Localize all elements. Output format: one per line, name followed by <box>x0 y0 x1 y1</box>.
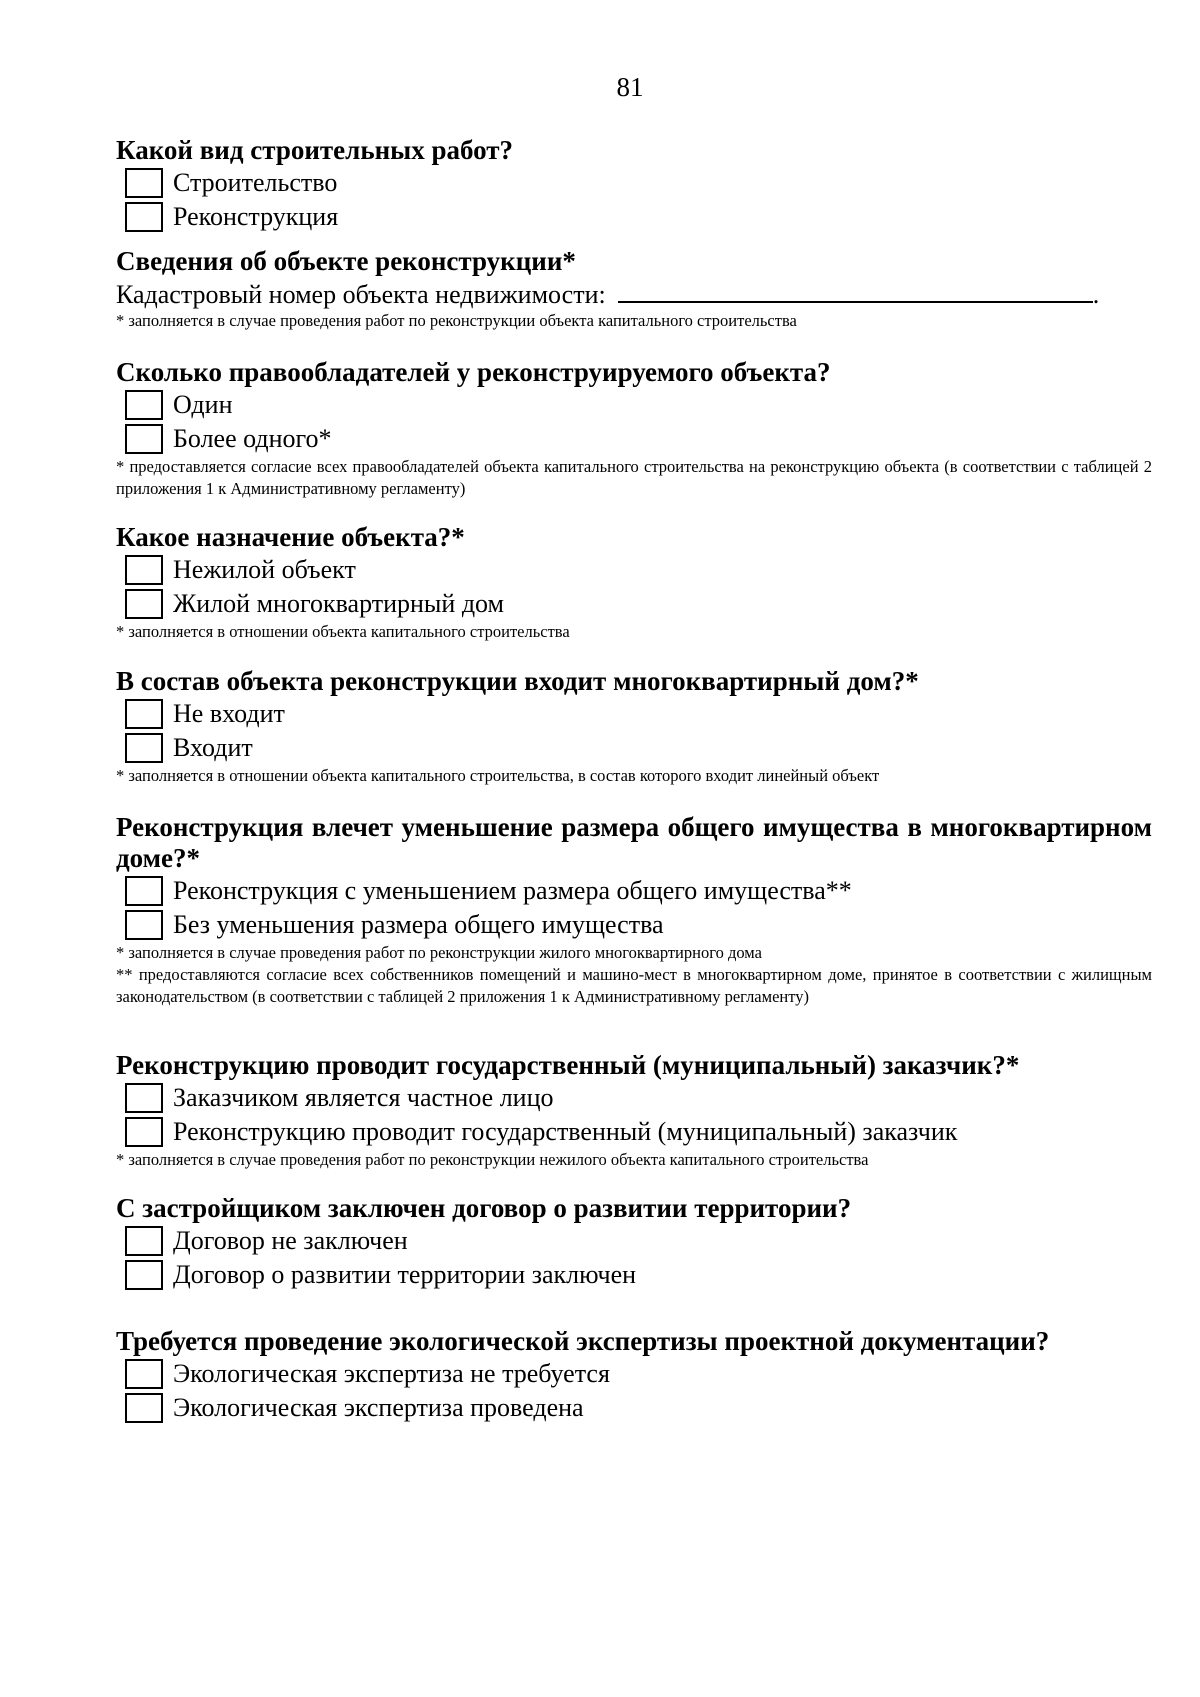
checkbox[interactable] <box>125 1393 163 1423</box>
checkbox[interactable] <box>125 876 163 906</box>
cadastral-number-label: Кадастровый номер объекта недвижимости: <box>116 280 606 309</box>
cadastral-number-row <box>116 277 1152 310</box>
option-label: Договор не заключен <box>173 1226 408 1255</box>
question-title: В состав объекта реконструкции входит многоквартирный дом?* <box>116 666 919 696</box>
checkbox[interactable] <box>125 1083 163 1113</box>
checkbox[interactable] <box>125 699 163 729</box>
checkbox[interactable] <box>125 1260 163 1290</box>
checkbox[interactable] <box>125 424 163 454</box>
footnote: * заполняется в отношении объекта капитального строительства <box>116 622 570 641</box>
footnote: * заполняется в случае проведения работ по реконструкции жилого многоквартирного дома <box>116 943 762 962</box>
checkbox[interactable] <box>125 555 163 585</box>
option-label: Заказчиком является частное лицо <box>173 1083 554 1112</box>
question-title: Сколько правообладателей у реконструируемого объекта? <box>116 357 831 387</box>
section-ecological-expertise <box>116 1326 1152 1425</box>
option-label: Реконструкция <box>173 202 339 231</box>
option-private-customer[interactable] <box>125 1081 1152 1115</box>
option-label: Входит <box>173 733 253 762</box>
option-construction[interactable] <box>125 166 1152 200</box>
option-label: Договор о развитии территории заключен <box>173 1260 637 1289</box>
option-label: Экологическая экспертиза не требуется <box>173 1359 610 1388</box>
option-more-than-one[interactable] <box>125 422 1152 456</box>
section-includes-apartment <box>116 666 1152 787</box>
checkbox[interactable] <box>125 910 163 940</box>
option-expertise-done[interactable] <box>125 1391 1152 1425</box>
question-title: Реконструкцию проводит государственный (муниципальный) заказчик?* <box>116 1050 1020 1080</box>
checkbox[interactable] <box>125 1359 163 1389</box>
question-title: С застройщиком заключен договор о развитии территории? <box>116 1193 852 1223</box>
footnote: ** предоставляются согласие всех собственников помещений и машино-мест в многоквартирном доме, принятое в соответствии с жилищным законодательством (в соответствии с таблицей 2 приложения 1 к Административному регламенту) <box>116 965 1152 1006</box>
option-label: Более одного* <box>173 424 332 453</box>
option-one[interactable] <box>125 388 1152 422</box>
option-label: Экологическая экспертиза проведена <box>173 1393 584 1422</box>
option-label: Нежилой объект <box>173 555 356 584</box>
question-title: Требуется проведение экологической экспертизы проектной документации? <box>116 1326 1050 1356</box>
checkbox[interactable] <box>125 390 163 420</box>
footnote: * предоставляется согласие всех правообладателей объекта капитального строительства на реконструкцию объекта (в соответствии с таблицей 2 приложения 1 к Административному регламенту) <box>116 457 1152 498</box>
cadastral-number-field[interactable] <box>618 277 1093 303</box>
question-title: Какое назначение объекта?* <box>116 522 465 552</box>
option-with-reduction[interactable] <box>125 874 1152 908</box>
page-number: 81 <box>616 72 644 102</box>
field-end: . <box>1092 280 1100 309</box>
checkbox[interactable] <box>125 589 163 619</box>
option-state-customer[interactable] <box>125 1115 1152 1149</box>
section-state-customer <box>116 1050 1152 1171</box>
section-common-property <box>116 812 1152 1008</box>
question-title: Реконструкция влечет уменьшение размера общего имущества в многоквартирном доме?* <box>116 812 1152 873</box>
option-reconstruction[interactable] <box>125 200 1152 234</box>
footnote: * заполняется в случае проведения работ по реконструкции нежилого объекта капитального строительства <box>116 1150 869 1169</box>
footnote: * заполняется в отношении объекта капитального строительства, в состав которого входит линейный объект <box>116 766 880 785</box>
section-territory-agreement <box>116 1193 1152 1292</box>
option-label: Жилой многоквартирный дом <box>173 589 505 618</box>
section-purpose <box>116 522 1152 643</box>
option-included[interactable] <box>125 731 1152 765</box>
checkbox[interactable] <box>125 168 163 198</box>
option-apartment-building[interactable] <box>125 587 1152 621</box>
checkbox[interactable] <box>125 202 163 232</box>
option-without-reduction[interactable] <box>125 908 1152 942</box>
checkbox[interactable] <box>125 1226 163 1256</box>
footnote: * заполняется в случае проведения работ по реконструкции объекта капитального строительства <box>116 311 797 330</box>
section-rightholders <box>116 357 1152 500</box>
section-work-type <box>116 135 1152 234</box>
option-nonresidential[interactable] <box>125 553 1152 587</box>
option-label: Без уменьшения размера общего имущества <box>173 910 664 939</box>
option-expertise-not-required[interactable] <box>125 1357 1152 1391</box>
option-label: Реконструкция с уменьшением размера общего имущества** <box>173 876 852 905</box>
checkbox[interactable] <box>125 733 163 763</box>
option-agreement-concluded[interactable] <box>125 1258 1152 1292</box>
question-title: Какой вид строительных работ? <box>116 135 514 165</box>
option-label: Один <box>173 390 233 419</box>
question-title: Сведения об объекте реконструкции* <box>116 246 576 276</box>
section-object-info <box>116 246 1152 332</box>
option-no-agreement[interactable] <box>125 1224 1152 1258</box>
option-label: Не входит <box>173 699 285 728</box>
option-label: Реконструкцию проводит государственный (муниципальный) заказчик <box>173 1117 958 1146</box>
option-label: Строительство <box>173 168 338 197</box>
checkbox[interactable] <box>125 1117 163 1147</box>
option-not-included[interactable] <box>125 697 1152 731</box>
